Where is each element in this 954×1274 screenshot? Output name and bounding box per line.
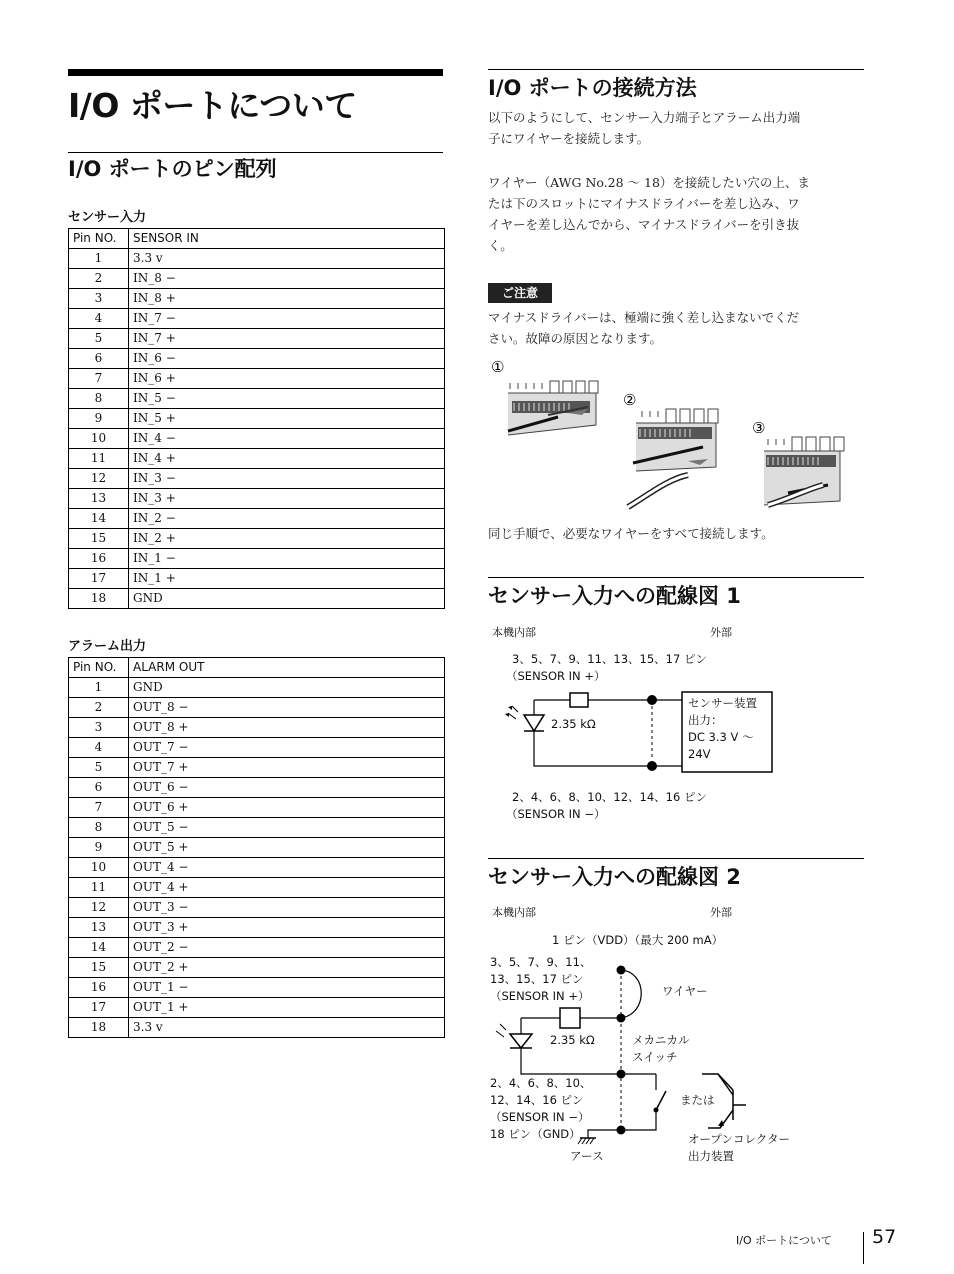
table-row [69,429,445,449]
step-1-label: ① [491,358,505,376]
table-row [69,269,445,289]
vdd-label: 1 ピン（VDD）（最大 200 mA） [552,933,724,947]
table-row [69,938,445,958]
alarm-table-heading: アラーム出力 [68,639,147,654]
signal-cell: IN_3 + [129,489,445,509]
pin-number-cell: 4 [69,738,129,758]
terminal-minus [647,761,657,771]
signal-cell: IN_2 + [129,529,445,549]
section-rule [488,858,864,859]
pin-number-cell: 7 [69,798,129,818]
pin-number-cell: 1 [69,249,129,269]
minus-pins-sub: （SENSOR IN −） [506,807,606,821]
wiring2-heading: センサー入力への配線図 2 [488,865,741,889]
pin-number-cell: 6 [69,349,129,369]
text-line: 24V [688,747,711,761]
table-row [69,918,445,938]
sensor-pin-table [68,228,445,609]
signal-cell: IN_2 − [129,509,445,529]
signal-cell: OUT_5 + [129,838,445,858]
signal-cell: IN_7 − [129,309,445,329]
signal-cell: 3.3 v [129,249,445,269]
pin-number-cell: 5 [69,329,129,349]
pin-number-cell: 17 [69,998,129,1018]
signal-cell: IN_3 − [129,469,445,489]
pin-number-cell: 13 [69,918,129,938]
external-label: 外部 [710,906,732,919]
table-row [69,838,445,858]
or-label: または [680,1093,715,1107]
wire-insertion-illustration [488,355,858,515]
alarm-pin-table [68,657,445,1038]
pin-number-cell: 9 [69,409,129,429]
connect-section-heading: I/O ポートの接続方法 [488,76,697,100]
switch-label [632,1032,690,1066]
text-line: ワイヤー（AWG No.28 ～ 18）を接続したい穴の上、ま [488,175,810,190]
table-row [69,738,445,758]
table-row [69,349,445,369]
signal-cell: IN_6 + [129,369,445,389]
resistor-label: 2.35 kΩ [550,1033,595,1047]
terminal-block-3 [764,437,844,505]
gnd-label: 18 ピン（GND） [490,1127,581,1141]
signal-cell: OUT_8 + [129,718,445,738]
pin-section-heading: I/O ポートのピン配列 [68,157,277,181]
table-row [69,389,445,409]
text-line: く。 [488,238,513,253]
text-line: イヤーを差し込んでから、マイナスドライバーを引き抜 [488,217,800,232]
table-row [69,798,445,818]
table-row [69,818,445,838]
signal-cell: IN_5 + [129,409,445,429]
table-row [69,898,445,918]
signal-cell: IN_4 + [129,449,445,469]
signal-cell: OUT_1 − [129,978,445,998]
col-pin-header: Pin NO. [69,229,129,249]
table-row [69,858,445,878]
pin-number-cell: 16 [69,978,129,998]
pin-number-cell: 8 [69,389,129,409]
pin-number-cell: 2 [69,269,129,289]
pin-number-cell: 1 [69,678,129,698]
signal-cell: IN_4 − [129,429,445,449]
pin-number-cell: 4 [69,309,129,329]
pin-number-cell: 11 [69,449,129,469]
pin-number-cell: 11 [69,878,129,898]
pin-number-cell: 18 [69,589,129,609]
table-row [69,329,445,349]
table-row [69,718,445,738]
text-line: 3、5、7、9、11、 [490,955,592,969]
signal-cell: OUT_3 + [129,918,445,938]
led-symbol [496,1024,532,1048]
text-line: 子にワイヤーを接続します。 [488,131,650,146]
signal-cell: IN_8 + [129,289,445,309]
table-row [69,369,445,389]
text-line: オープンコレクター [688,1132,791,1146]
signal-cell: IN_5 − [129,389,445,409]
pin-number-cell: 5 [69,758,129,778]
sensor-table-heading: センサー入力 [68,210,147,225]
text-line: スイッチ [632,1050,678,1064]
resistor-symbol [570,693,588,707]
earth-label: アース [570,1149,604,1163]
text-line: 2、4、6、8、10、 [490,1076,592,1090]
pin-number-cell: 9 [69,838,129,858]
table-row [69,509,445,529]
switch-symbol [656,1091,666,1110]
text-line: たは下のスロットにマイナスドライバーを差し込み、ワ [488,196,800,211]
table-row [69,529,445,549]
text-line: （SENSOR IN −） [490,1110,590,1124]
signal-cell: IN_8 − [129,269,445,289]
signal-cell: GND [129,589,445,609]
table-row [69,1018,445,1038]
internal-label: 本機内部 [492,626,536,639]
led-symbol [505,706,544,731]
wire-loop [621,970,641,1018]
signal-cell: IN_6 − [129,349,445,369]
table-row [69,758,445,778]
table-row [69,249,445,269]
text-line: 出力： [688,713,723,727]
pin-number-cell: 3 [69,289,129,309]
text-line: 出力装置 [688,1149,734,1163]
table-row [69,589,445,609]
caution-text [488,307,866,349]
step-3-label: ③ [752,419,766,437]
footer-divider [863,1232,864,1264]
text-line: センサー装置 [688,696,757,710]
signal-cell: OUT_2 − [129,938,445,958]
signal-cell: 3.3 v [129,1018,445,1038]
table-row [69,698,445,718]
col-pin-header: Pin NO. [69,658,129,678]
table-row [69,449,445,469]
signal-cell: OUT_5 − [129,818,445,838]
text-line: （SENSOR IN +） [490,989,590,1003]
text-line: 以下のようにして、センサー入力端子とアラーム出力端 [488,110,801,125]
resistor-symbol [560,1008,580,1028]
pin-number-cell: 14 [69,509,129,529]
pin-number-cell: 7 [69,369,129,389]
pin-number-cell: 3 [69,718,129,738]
external-label: 外部 [710,626,732,639]
table-row [69,289,445,309]
table-row [69,569,445,589]
closing-text: 同じ手順で、必要なワイヤーをすべて接続します。 [488,526,774,541]
table-row [69,878,445,898]
signal-cell: OUT_4 + [129,878,445,898]
pin-number-cell: 17 [69,569,129,589]
text-line: DC 3.3 V ～ [688,730,754,744]
title-rule [68,69,443,76]
signal-cell: IN_7 + [129,329,445,349]
pin-number-cell: 16 [69,549,129,569]
signal-cell: GND [129,678,445,698]
terminal-plus [647,695,657,705]
intro-paragraph [488,107,866,149]
procedure-paragraph [488,172,866,256]
pin-number-cell: 12 [69,469,129,489]
table-row [69,469,445,489]
table-header-row [69,658,445,678]
page-title: I/O ポートについて [68,86,357,125]
terminal-block-1 [508,381,598,435]
pin-number-cell: 2 [69,698,129,718]
pin-number-cell: 13 [69,489,129,509]
minus-pins-label [490,1075,591,1143]
pin-number-cell: 6 [69,778,129,798]
resistor-label: 2.35 kΩ [551,717,596,731]
open-collector-label [688,1131,790,1165]
table-row [69,978,445,998]
caution-badge: ご注意 [488,283,552,303]
col-signal-header: ALARM OUT [129,658,445,678]
table-row [69,549,445,569]
plus-pins-label: 3、5、7、9、11、13、15、17 ピン [512,652,707,666]
pin-number-cell: 15 [69,958,129,978]
pin-number-cell: 14 [69,938,129,958]
text-line: メカニカル [632,1033,690,1047]
pin-number-cell: 8 [69,818,129,838]
table-row [69,778,445,798]
signal-cell: OUT_3 − [129,898,445,918]
table-row [69,489,445,509]
wire-label: ワイヤー [662,984,708,998]
table-row [69,998,445,1018]
signal-cell: OUT_1 + [129,998,445,1018]
table-row [69,409,445,429]
signal-cell: OUT_4 − [129,858,445,878]
text-line: さい。故障の原因となります。 [488,331,663,346]
table-row [69,958,445,978]
terminal-block-2 [628,409,718,507]
signal-cell: IN_1 − [129,549,445,569]
plus-pins-sub: （SENSOR IN +） [506,669,606,683]
signal-cell: OUT_6 − [129,778,445,798]
wiring1-heading: センサー入力への配線図 1 [488,584,741,608]
pin-number-cell: 10 [69,858,129,878]
signal-cell: OUT_7 + [129,758,445,778]
sensor-device-label [688,695,757,763]
pin-number-cell: 12 [69,898,129,918]
minus-pins-label: 2、4、6、8、10、12、14、16 ピン [512,790,707,804]
signal-cell: OUT_2 + [129,958,445,978]
section-rule [488,577,864,578]
text-line: 13、15、17 ピン [490,972,584,986]
table-row [69,309,445,329]
signal-cell: IN_1 + [129,569,445,589]
signal-cell: OUT_6 + [129,798,445,818]
signal-cell: OUT_7 − [129,738,445,758]
pin-number-cell: 10 [69,429,129,449]
text-line: マイナスドライバーは、極端に強く差し込まないでくだ [488,310,800,325]
table-row [69,678,445,698]
footer-section-title: I/O ポートについて [736,1234,832,1247]
text-line: 12、14、16 ピン [490,1093,584,1107]
col-signal-header: SENSOR IN [129,229,445,249]
table-header-row [69,229,445,249]
internal-label: 本機内部 [492,906,536,919]
page-number: 57 [872,1226,897,1248]
pin-number-cell: 18 [69,1018,129,1038]
step-2-label: ② [623,391,637,409]
signal-cell: OUT_8 − [129,698,445,718]
pin-number-cell: 15 [69,529,129,549]
section-rule [488,69,864,70]
